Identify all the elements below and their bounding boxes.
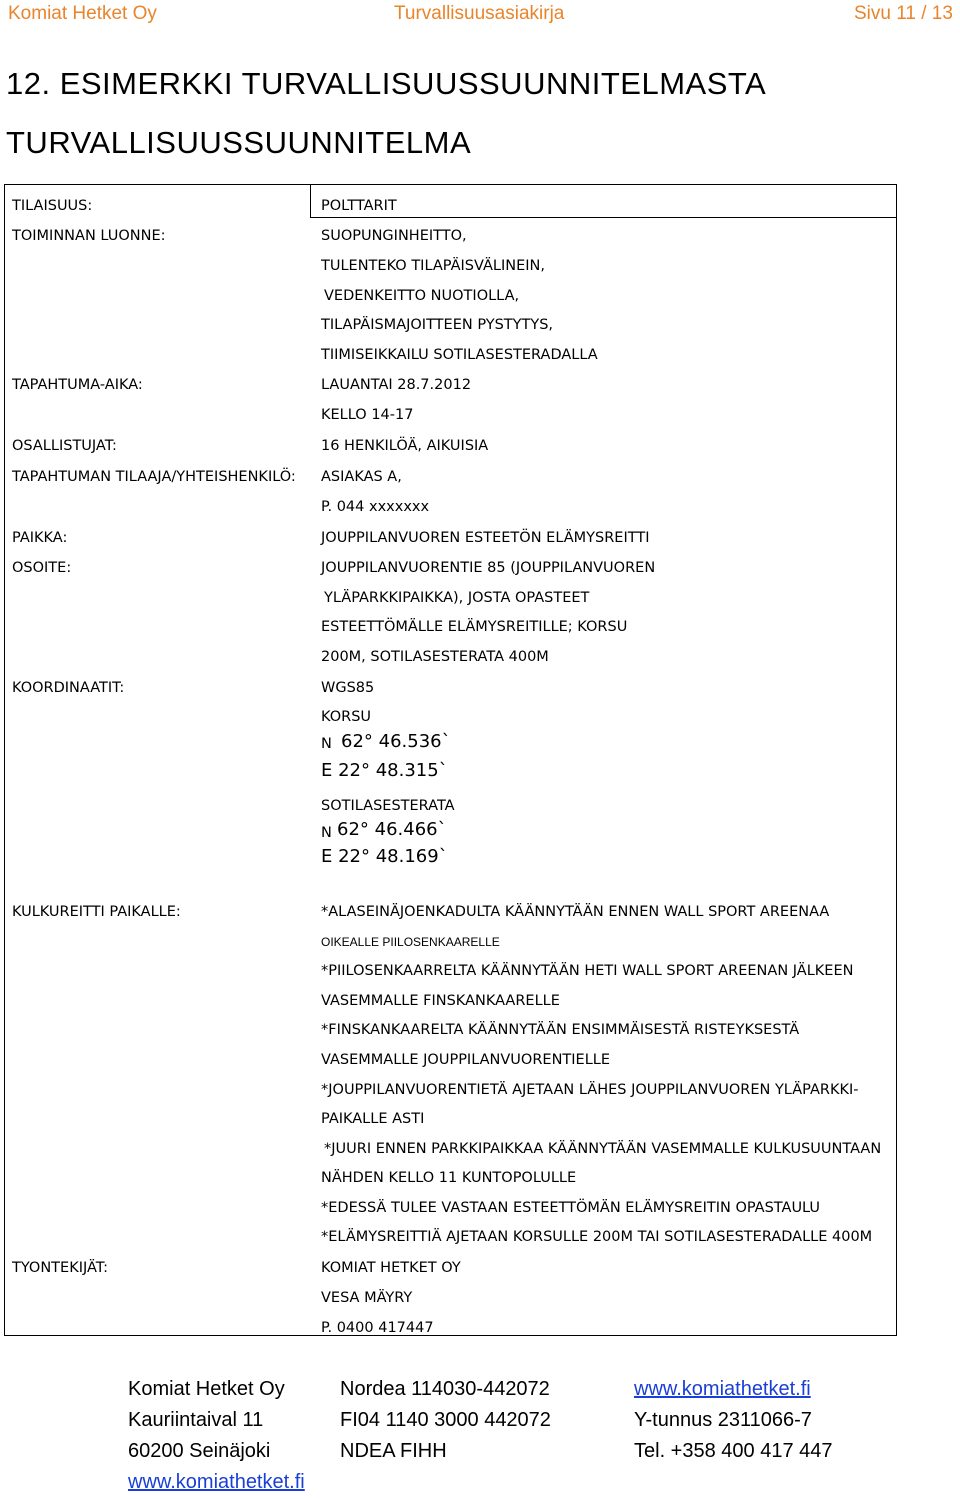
esterata-latitude: 62° 46.466`	[337, 819, 447, 840]
route-line: OIKEALLE PIILOSENKAARELLE	[321, 935, 500, 949]
luonne-line: TILAPÄISMAJOITTEEN PYSTYTYS,	[321, 317, 554, 333]
route-line: *PIILOSENKAARRELTA KÄÄNNYTÄÄN HETI WALL SPORT AREENAN JÄLKEEN	[321, 963, 854, 979]
table-divider-horizontal	[310, 217, 897, 218]
header-page-number: Sivu 11 / 13	[854, 3, 953, 24]
footer-bic: NDEA FIHH	[340, 1440, 447, 1462]
tilaaja-label: TAPAHTUMAN TILAAJA/YHTEISHENKILÖ:	[12, 469, 296, 485]
plan-heading: TURVALLISUUSSUUNNITELMA	[6, 125, 472, 160]
kulkureitti-label: KULKUREITTI PAIKALLE:	[12, 904, 181, 920]
footer-bank-account: Nordea 114030-442072	[340, 1378, 550, 1400]
osoite-line: 200M, SOTILASESTERATA 400M	[321, 649, 549, 665]
korsu-longitude: E 22° 48.315`	[321, 760, 448, 781]
route-line: *ELÄMYSREITTIÄ AJETAAN KORSULLE 200M TAI SOTILASESTERADALLE 400M	[321, 1229, 873, 1245]
route-line: VASEMMALLE JOUPPILANVUORENTIELLE	[321, 1052, 611, 1068]
route-line: *ALASEINÄJOENKADULTA KÄÄNNYTÄÄN ENNEN WALL SPORT AREENAA	[321, 904, 830, 920]
route-line: *EDESSÄ TULEE VASTAAN ESTEETTÖMÄN ELÄMYSREITIN OPASTAULU	[321, 1200, 821, 1216]
coordinate-system: WGS85	[321, 680, 375, 696]
osoite-label: OSOITE:	[12, 560, 72, 576]
footer-city: 60200 Seinäjoki	[128, 1440, 271, 1462]
footer-business-id: Y-tunnus 2311066-7	[634, 1409, 812, 1431]
footer-website-link[interactable]: www.komiathetket.fi	[634, 1378, 811, 1400]
osoite-line: JOUPPILANVUORENTIE 85 (JOUPPILANVUOREN	[321, 560, 656, 576]
footer-phone: Tel. +358 400 417 447	[634, 1440, 833, 1462]
worker-line: KOMIAT HETKET OY	[321, 1260, 461, 1276]
footer-iban: FI04 1140 3000 442072	[340, 1409, 551, 1431]
osoite-line: ESTEETTÖMÄLLE ELÄMYSREITILLE; KORSU	[321, 619, 628, 635]
route-line: PAIKALLE ASTI	[321, 1111, 425, 1127]
route-line: *JOUPPILANVUORENTIETÄ AJETAAN LÄHES JOUPPILANVUOREN YLÄPARKKI-	[321, 1082, 859, 1098]
route-line: *JUURI ENNEN PARKKIPAIKKAA KÄÄNNYTÄÄN VASEMMALLE KULKUSUUNTAAN	[324, 1141, 882, 1157]
luonne-line: SUOPUNGINHEITTO,	[321, 228, 467, 244]
aika-date: LAUANTAI 28.7.2012	[321, 377, 472, 393]
footer-street: Kauriintaival 11	[128, 1409, 264, 1431]
tilaaja-name: ASIAKAS A,	[321, 469, 402, 485]
route-line: NÄHDEN KELLO 11 KUNTOPOLULLE	[321, 1170, 577, 1186]
luonne-line: TULENTEKO TILAPÄISVÄLINEIN,	[321, 258, 545, 274]
paikka-label: PAIKKA:	[12, 530, 68, 546]
header-doc-title: Turvallisuusasiakirja	[394, 3, 565, 24]
korsu-n-prefix: N	[321, 736, 332, 752]
korsu-latitude: 62° 46.536`	[341, 731, 451, 752]
osallistujat-label: OSALLISTUJAT:	[12, 438, 117, 454]
tyontekijat-label: TYONTEKIJÄT:	[12, 1260, 108, 1276]
header-company: Komiat Hetket Oy	[8, 3, 157, 24]
worker-line: P. 0400 417447	[321, 1320, 434, 1336]
paikka-value: JOUPPILANVUOREN ESTEETÖN ELÄMYSREITTI	[321, 530, 650, 546]
aika-time: KELLO 14-17	[321, 407, 414, 423]
worker-line: VESA MÄYRY	[321, 1290, 413, 1306]
luonne-line: VEDENKEITTO NUOTIOLLA,	[324, 288, 520, 304]
korsu-label: KORSU	[321, 709, 372, 725]
koordinaatit-label: KOORDINAATIT:	[12, 680, 125, 696]
esterata-longitude: E 22° 48.169`	[321, 846, 448, 867]
aika-label: TAPAHTUMA-AIKA:	[12, 377, 143, 393]
tilaaja-phone: P. 044 xxxxxxx	[321, 499, 430, 515]
section-heading: 12. ESIMERKKI TURVALLISUUSSUUNNITELMASTA	[6, 66, 767, 101]
tilaisuus-value: POLTTARIT	[321, 198, 397, 214]
luonne-line: TIIMISEIKKAILU SOTILASESTERADALLA	[321, 347, 598, 363]
osoite-line: YLÄPARKKIPAIKKA), JOSTA OPASTEET	[324, 590, 590, 606]
footer-website-link[interactable]: www.komiathetket.fi	[128, 1471, 305, 1493]
route-line: *FINSKANKAARELTA KÄÄNNYTÄÄN ENSIMMÄISESTÄ RISTEYKSESTÄ	[321, 1022, 800, 1038]
luonne-label: TOIMINNAN LUONNE:	[12, 228, 166, 244]
footer-company: Komiat Hetket Oy	[128, 1378, 285, 1400]
esterata-n-prefix: N	[321, 825, 332, 841]
route-line: VASEMMALLE FINSKANKAARELLE	[321, 993, 560, 1009]
page-header	[0, 0, 960, 28]
esterata-label: SOTILASESTERATA	[321, 798, 455, 814]
tilaisuus-label: TILAISUUS:	[12, 198, 93, 214]
table-divider-vertical	[310, 184, 311, 218]
osallistujat-value: 16 HENKILÖÄ, AIKUISIA	[321, 438, 489, 454]
